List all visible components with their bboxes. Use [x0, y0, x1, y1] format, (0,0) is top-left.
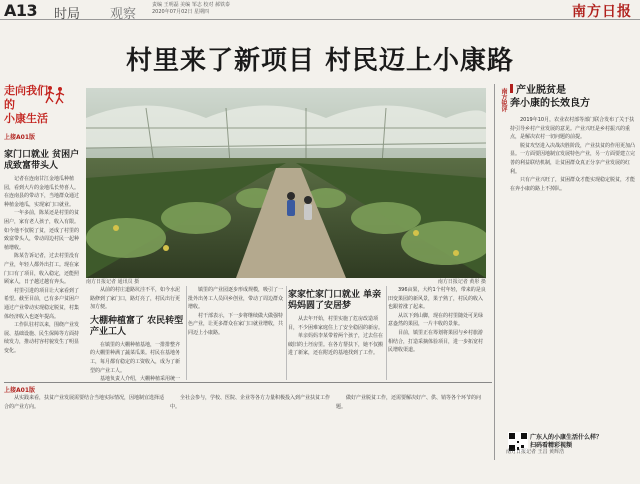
mid2-para: 村干部表示，下一步将继续做大做强特色产业，让更多群众在家门口就业增收，共同迈上小康路。 — [188, 312, 284, 336]
left-para: 记者在连南甘江金地瓜种植园，看到大片的金地瓜长势喜人。在连南县的带动下，当地群众通过种植金地瓜，实现家门口就业。 — [4, 176, 80, 208]
mid3-para: 单亲妈妈李某带着两个孩子，过去住在破旧的土坯房里。在各方帮扶下，她不仅搬进了新家，还在附近的基地找到了工作。 — [288, 333, 384, 357]
mid4-para: 从以下到山脚，现在的村里随处可见绿意盎然的果园，一片丰收的景象。 — [388, 312, 484, 328]
mid4-para: 目前，镇里正在筹划将果园与乡村旅游相结合，打造采摘体验项目，进一步拓宽村民增收渠道。 — [388, 329, 484, 354]
bottom-para: 从实践来看，扶贫产业发展需要结合当地实际情况，因地制宜选择适合的产业方向。 — [4, 395, 164, 410]
left-para: 一年多前，陈某还是村里的贫困户，家有老人孩子，收入有限。如今他不仅脱了贫，还成了村里的致富带头人，带动周边村民一起种植增收。 — [4, 210, 80, 251]
mid1-para: 在镇里的大棚种植基地，一排排整齐的大棚里种满了蔬菜瓜果。村民在基地务工，每月都有稳定的工资收入，成为了新型的产业工人。 — [90, 341, 181, 374]
left-article-column — [4, 146, 82, 380]
photo-credit: 南方日报记者 黄彤 摄 — [437, 279, 486, 285]
editor-meta-line1: 责编 王明磊 美编 邹志 校对 郝铁泰 — [152, 2, 230, 8]
page-number: A13 — [4, 1, 38, 20]
bottom-column-3 — [336, 394, 490, 482]
qr-promo-line1: 广东人的小康生活什么样？ — [530, 434, 603, 441]
photo-caption — [86, 278, 486, 285]
left-para: 陈某告诉记者，过去村里没有产业，年轻人都外出打工。现在家门口有了项目，收入稳定，还能照顾家人，日子越过越有奔头。 — [4, 253, 80, 286]
left-para: 工作队驻村以来，围绕产业发展、基础设施、民生保障等方面持续发力，推动村容村貌发生了明显变化。 — [4, 322, 80, 354]
editorial-title-line1-text: 产业脱贫是 — [516, 85, 566, 96]
bottom-para: 全社会参与，学校、医院、企业等各方力量积极投入到产业扶贫工作中。 — [170, 395, 330, 410]
editorial-title-line1 — [510, 84, 638, 97]
column-divider — [386, 286, 387, 380]
bottom-para: 做好产业脱贫工作，还需要解决好产、供、销等各个环节的问题。 — [336, 395, 482, 410]
photo-caption-text: 南方日报记者 通讯员 摄 — [86, 279, 140, 285]
editorial-heading — [510, 84, 638, 110]
continued-from-label: 上接A01版 — [4, 134, 35, 141]
page-header — [0, 0, 640, 20]
left-subhead: 家门口就业 贫困户成致富带头人 — [4, 150, 80, 171]
sidebar-title-line2: 小康生活 — [4, 112, 48, 125]
bottom-column-1 — [4, 394, 164, 482]
editorial-byline: 南方日报记者 王昌 黄辉浩 — [506, 449, 565, 455]
editorial-para: 脱贫攻坚进入决战决胜阶段，产业扶贫的作用更加凸显。一方面要因地制宜发展特色产业，另一方面要建立完善的利益联结机制，让贫困群众真正分享产业发展的红利。 — [510, 142, 636, 175]
mid3-para: 从去年开始，村里实施了危房改造项目，不少困难家庭住上了安全稳固的新房。 — [288, 316, 384, 331]
qr-promo-line2: 扫码看精彩视频 — [530, 442, 573, 449]
editor-meta-line2: 2020年07月02日 星期四 — [152, 9, 210, 15]
mid-article-column-4 — [388, 286, 486, 382]
editor-meta — [152, 2, 230, 16]
editorial-para: 只有产业兴旺了，贫困群众才能实现稳定脱贫，才能在奔小康的路上不掉队。 — [510, 177, 636, 192]
mid4-para: 396亩果，大约1个村年轻，带来的是良田变果园的新风景，果子熟了，村民的收入也跟着涨了起来。 — [388, 287, 486, 311]
mid1-para: 从前的村庄道路坑洼不平，如今水泥路修到了家门口，路灯亮了，村民出行更加方便。 — [90, 287, 181, 311]
mid2-para: 镇里的产业园逐步形成规模，吸引了一批外出务工人员回乡创业，带动了周边群众增收。 — [188, 287, 284, 311]
subsection-name: 观察 — [110, 7, 137, 22]
section-rule — [4, 382, 492, 383]
editorial-para: 2019年10月，农业农村部等部门联合发布了关于扶持引导乡村产业发展的意见。产业兴旺是乡村振兴的重点，是解决农村一切问题的前提。 — [510, 117, 635, 141]
mid1-para: 基地负责人介绍，大棚种植采用统一 — [100, 376, 181, 382]
newspaper-logo: 南方日报 — [572, 4, 632, 20]
mid3-subhead: 家家忙家门口就业 单亲妈妈圆了安居梦 — [288, 290, 382, 311]
sidebar-column-tag — [4, 84, 56, 141]
column-divider — [286, 286, 287, 380]
column-divider — [186, 286, 187, 380]
editorial-title-line2: 奔小康的长效良方 — [510, 98, 590, 109]
mid-article-column-2 — [188, 286, 284, 382]
bottom-continued-label: 上接A01版 — [4, 387, 35, 394]
mid-article-column-1 — [90, 286, 184, 382]
greenhouse-photo — [86, 88, 486, 278]
main-headline: 村里来了新项目 村民迈上小康路 — [125, 46, 515, 76]
running-figures-icon — [44, 84, 66, 108]
right-column-divider — [494, 84, 495, 460]
left-para: 村里引进的项目让大家看到了希望。截至目前，已有多户贫困户通过产业带动实现稳定脱贫，村集体经济收入也逐年提高。 — [4, 287, 80, 320]
editorial-vertical-tag: 南方锐评 — [500, 88, 507, 112]
sidebar-title-line1: 走向我们的 — [4, 84, 48, 111]
mid-article-column-3 — [288, 286, 384, 382]
bottom-column-2 — [170, 394, 330, 482]
mid1-subhead: 大棚种植富了 农民转型产业工人 — [90, 315, 184, 337]
section-name: 时局 — [54, 7, 81, 22]
editorial-body — [510, 116, 636, 426]
